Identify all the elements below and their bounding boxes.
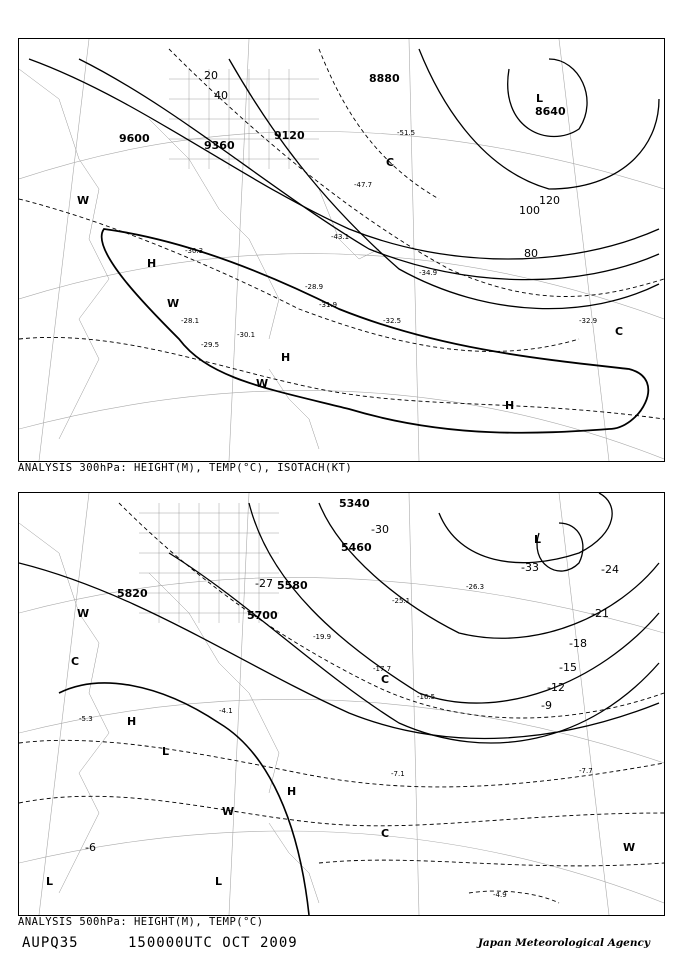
height-label: 9600 bbox=[119, 132, 150, 145]
high-center: H bbox=[127, 715, 137, 728]
isotherm-label: -21 bbox=[591, 607, 609, 620]
isotach-label: 40 bbox=[214, 89, 228, 102]
isotach-label: 120 bbox=[539, 194, 560, 207]
temp-label: -47.7 bbox=[354, 181, 373, 189]
temp-label: -5.3 bbox=[79, 715, 93, 723]
coastline-500 bbox=[19, 523, 319, 903]
cold-center: C bbox=[381, 827, 390, 840]
isotherm-label: -6 bbox=[85, 841, 96, 854]
isotach-label: 20 bbox=[204, 69, 218, 82]
temp-label: -26.3 bbox=[466, 583, 485, 591]
warm-center: W bbox=[167, 297, 180, 310]
isotherm-label: -9 bbox=[541, 699, 552, 712]
chart-500hpa bbox=[18, 492, 665, 916]
temp-label: -25.1 bbox=[392, 597, 411, 605]
temp-label: -51.5 bbox=[397, 129, 416, 137]
isotherm-label: -24 bbox=[601, 563, 619, 576]
warm-center: W bbox=[77, 607, 90, 620]
issue-time: 150000UTC OCT 2009 bbox=[128, 935, 298, 951]
cold-center: C bbox=[71, 655, 80, 668]
temp-label: -4.9 bbox=[493, 891, 507, 899]
chart-300hpa bbox=[18, 38, 665, 462]
temp-label: -17.7 bbox=[373, 665, 392, 673]
height-contours-500 bbox=[19, 493, 659, 743]
isotherm-label: -12 bbox=[547, 681, 565, 694]
low-center: L bbox=[215, 875, 223, 888]
coastline-300 bbox=[19, 69, 379, 449]
grid-hatch-500 bbox=[139, 503, 279, 623]
cold-center: C bbox=[615, 325, 624, 338]
map-500hpa bbox=[19, 493, 664, 915]
temp-label: -29.5 bbox=[201, 341, 220, 349]
warm-center: W bbox=[623, 841, 636, 854]
caption-300hpa: ANALYSIS 300hPa: HEIGHT(M), TEMP(°C), ISOTACH(KT) bbox=[18, 462, 353, 474]
cold-center: C bbox=[381, 673, 390, 686]
temp-label: -28.9 bbox=[305, 283, 324, 291]
height-label: 5460 bbox=[341, 541, 372, 554]
graticule-300 bbox=[19, 39, 664, 461]
isotherm-label: -15 bbox=[559, 661, 577, 674]
temp-label: -30.1 bbox=[237, 331, 256, 339]
map-300hpa bbox=[19, 39, 664, 461]
isotach-label: 80 bbox=[524, 247, 538, 260]
height-label: 5700 bbox=[247, 609, 278, 622]
isotherm-label: -30 bbox=[371, 523, 389, 536]
high-center: H bbox=[287, 785, 297, 798]
temp-label: -32.5 bbox=[383, 317, 402, 325]
height-label: 8880 bbox=[369, 72, 400, 85]
temp-label: -19.9 bbox=[313, 633, 332, 641]
height-label: 5820 bbox=[117, 587, 148, 600]
isotach-label: 100 bbox=[519, 204, 540, 217]
height-label: 8640 bbox=[535, 105, 566, 118]
high-center: H bbox=[505, 399, 515, 412]
jet-axis-300 bbox=[102, 229, 649, 433]
height-label: 9360 bbox=[204, 139, 235, 152]
isotherm-label: -18 bbox=[569, 637, 587, 650]
isotherm-label: -33 bbox=[521, 561, 539, 574]
height-label: 5580 bbox=[277, 579, 308, 592]
low-center: L bbox=[534, 533, 542, 546]
ridge-contour-500 bbox=[59, 683, 309, 915]
temp-label: -28.1 bbox=[181, 317, 200, 325]
temp-label: -32.9 bbox=[579, 317, 598, 325]
low-center: L bbox=[536, 92, 544, 105]
warm-center: W bbox=[77, 194, 90, 207]
warm-center: W bbox=[222, 805, 235, 818]
high-center: H bbox=[281, 351, 291, 364]
temp-label: -16.5 bbox=[417, 693, 436, 701]
temp-label: -34.9 bbox=[419, 269, 438, 277]
low-center: L bbox=[46, 875, 54, 888]
caption-500hpa: ANALYSIS 500hPa: HEIGHT(M), TEMP(°C) bbox=[18, 916, 264, 928]
temp-label: -7.1 bbox=[391, 770, 405, 778]
cold-center: C bbox=[386, 156, 395, 169]
high-center: H bbox=[147, 257, 157, 270]
low-center: L bbox=[162, 745, 170, 758]
temp-label: -7.7 bbox=[579, 767, 593, 775]
temp-label: -30.3 bbox=[185, 247, 204, 255]
temp-label: -31.9 bbox=[319, 301, 338, 309]
temp-label: -43.1 bbox=[331, 233, 350, 241]
warm-center: W bbox=[256, 377, 269, 390]
isotherm-label: -27 bbox=[255, 577, 273, 590]
height-label: 5340 bbox=[339, 497, 370, 510]
agency-name: Japan Meteorological Agency bbox=[477, 937, 650, 949]
chart-id: AUPQ35 bbox=[22, 935, 79, 951]
height-label: 9120 bbox=[274, 129, 305, 142]
temp-label: -4.1 bbox=[219, 707, 233, 715]
